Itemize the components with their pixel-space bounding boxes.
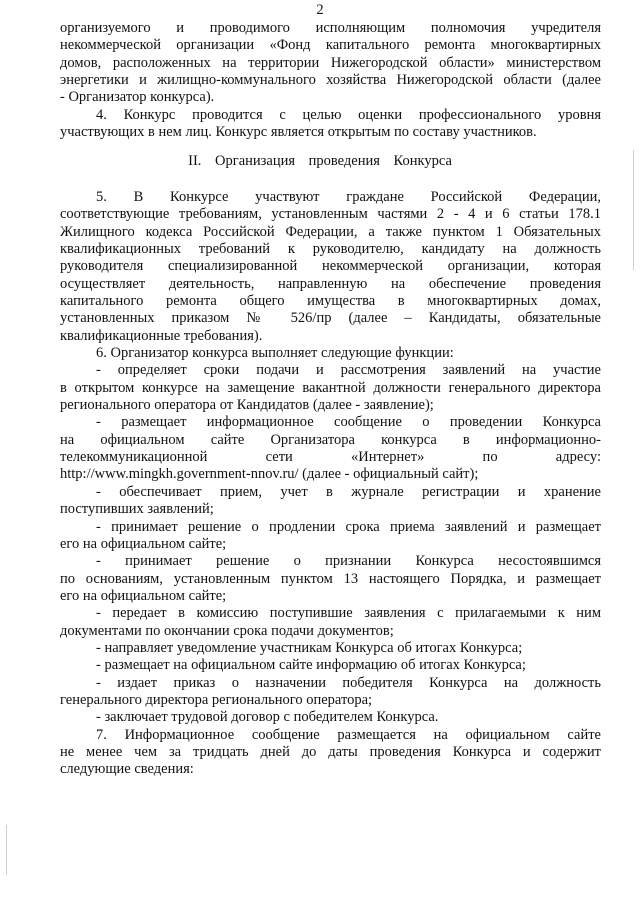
text-line: следующие сведения: xyxy=(60,761,194,778)
text-line: регионального оператора от Кандидатов (далее - заявление); xyxy=(60,397,434,413)
text-line: некоммерческой организации «Фонд капитального ремонта многоквартирных xyxy=(60,37,601,54)
text-line: квалификационных требований к руководителю, кандидату на должность xyxy=(60,240,601,257)
text-line: поступивших заявлений; xyxy=(60,501,214,518)
text-line: руководителя специализированной некоммерческой организации, которая xyxy=(60,258,601,275)
text-line: осуществляет деятельность, направленную на обеспечение проведения xyxy=(60,275,601,292)
text-line: телекоммуникационной сети «Интернет» по адресу: xyxy=(60,449,601,466)
text-line: 6. Организатор конкурса выполняет следующие функции: xyxy=(96,345,454,361)
text-line: - размещает на официальном сайте информацию об итогах Конкурса; xyxy=(96,657,526,674)
text-line: на официальном сайте Организатора конкурса в информационно- xyxy=(60,431,601,448)
text-line: по основаниям, установленным пунктом 13 настоящего Порядка, и размещает xyxy=(60,570,601,587)
text-line: участвующих в нем лиц. Конкурс является открытым по составу участников. xyxy=(60,124,537,141)
text-line: его на официальном сайте; xyxy=(60,535,227,552)
text-line: его на официальном сайте; xyxy=(60,587,227,604)
text-line: - издает приказ о назначении победителя Конкурса на должность xyxy=(96,674,601,691)
scan-edge-left xyxy=(6,825,7,875)
text-line: http://www.mingkh.government-nnov.ru/ (далее - официальный сайт); xyxy=(60,466,479,483)
text-line: - обеспечивает прием, учет в журнале регистрации и хранение xyxy=(96,483,601,500)
text-line: - Организатор конкурса). xyxy=(60,89,215,106)
text-line: организуемого и проводимого исполняющим полномочия учредителя xyxy=(60,20,601,36)
text-line: документами по окончании срока подачи документов; xyxy=(60,622,394,639)
text-line: в открытом конкурсе на замещение вакантной должности генерального директора xyxy=(60,379,601,396)
text-line: квалификационные требования). xyxy=(60,327,263,344)
section-heading: II. Организация проведения Конкурса xyxy=(188,153,452,170)
text-line: - принимает решение о признании Конкурса несостоявшимся xyxy=(96,553,601,570)
text-line: установленных приказом № 526/пр (далее – Кандидаты, обязательные xyxy=(60,310,601,327)
text-line: домов, расположенных на территории Нижегородской области» министерством xyxy=(60,54,601,71)
scan-edge-right xyxy=(633,150,634,270)
text-line: 5. В Конкурсе участвуют граждане Российской Федерации, xyxy=(96,188,601,205)
text-line: 7. Информационное сообщение размещается на официальном сайте xyxy=(96,726,601,743)
text-line: Жилищного кодекса Российской Федерации, а также пунктом 1 Обязательных xyxy=(60,223,601,240)
text-line: - размещает информационное сообщение о проведении Конкурса xyxy=(96,414,601,431)
text-line: - заключает трудовой договор с победителем Конкурса. xyxy=(96,709,439,726)
page-number: 2 xyxy=(316,2,324,18)
text-line: - передает в комиссию поступившие заявления с прилагаемыми к ним xyxy=(96,605,601,622)
text-line: не менее чем за тридцать дней до даты проведения Конкурса и содержит xyxy=(60,744,601,760)
text-line: генерального директора регионального оператора; xyxy=(60,692,373,708)
text-line: - принимает решение о продлении срока приема заявлений и размещает xyxy=(96,518,601,535)
text-line: соответствующие требованиям, установленным частями 2 - 4 и 6 статьи 178.1 xyxy=(60,206,601,223)
text-line: энергетики и жилищно-коммунального хозяйства Нижегородской области (далее xyxy=(60,72,601,89)
text-line: - направляет уведомление участникам Конкурса об итогах Конкурса; xyxy=(96,639,523,656)
text-line: капитального ремонта общего имущества в многоквартирных домах, xyxy=(60,292,601,309)
text-line: - определяет сроки подачи и рассмотрения заявлений на участие xyxy=(96,362,601,379)
text-line: 4. Конкурс проводится с целью оценки профессионального уровня xyxy=(96,106,601,123)
